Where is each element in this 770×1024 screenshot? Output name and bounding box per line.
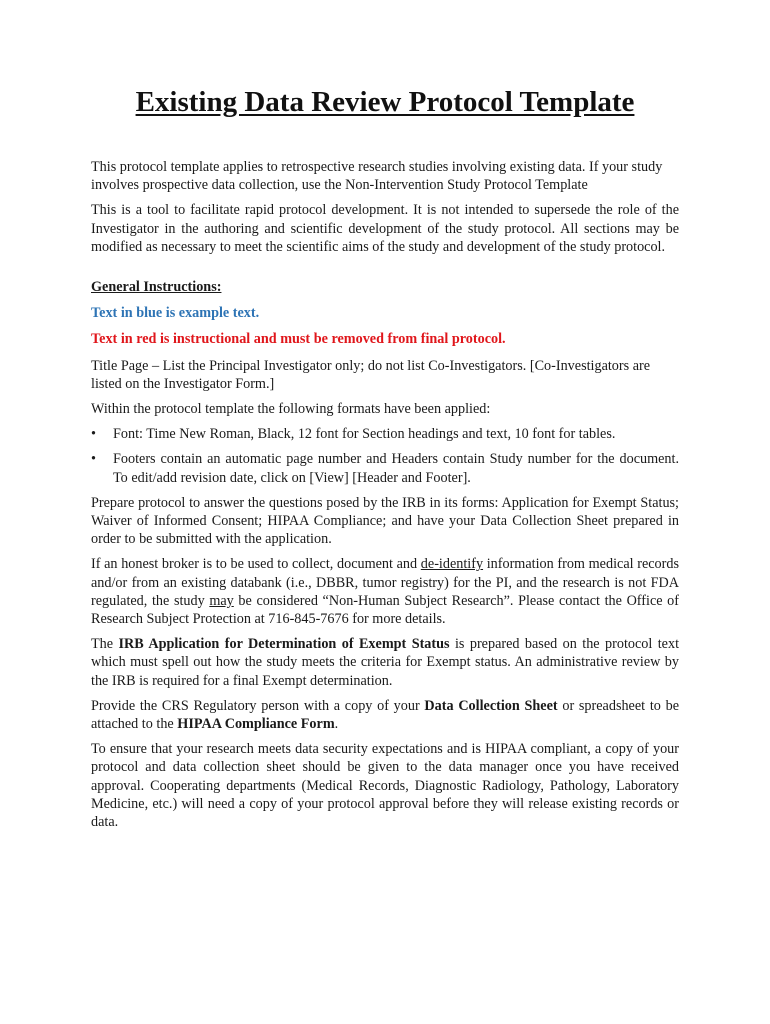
- crs-text-1: Provide the CRS Regulatory person with a copy of your: [91, 697, 425, 714]
- honest-broker-text-3: be considered “Non-Human Subject Research”. Please contact the Office of Research Subject Protection at 716-845-7676 for more details.: [91, 592, 679, 628]
- general-instructions-heading: General Instructions:: [91, 279, 222, 296]
- intro-paragraph-1: This protocol template applies to retrospective research studies involving existing data. If your study involves prospective data collection, use the Non-Intervention Study Protocol Template: [91, 159, 663, 194]
- title-page-instruction: Title Page – List the Principal Investigator only; do not list Co-Investigators. [Co-Investigators are listed on the Investigator Form.]: [91, 357, 651, 392]
- may-underlined: may: [209, 592, 234, 609]
- crs-text-2: or spreadsheet to be attached to the: [91, 697, 679, 733]
- irb-application-paragraph: [91, 635, 679, 690]
- irb-application-bold: IRB Application for Determination of Exempt Status: [118, 636, 450, 653]
- blue-example-note: Text in blue is example text.: [91, 305, 260, 322]
- irb-text-2: is prepared based on the protocol text which must spell out how the study meets the criteria for Exempt status. An administrative review by the IRB is required for a final Exempt determination.: [91, 636, 680, 689]
- deidentify-underlined: de-identify: [420, 556, 484, 573]
- list-item: [91, 450, 679, 486]
- formats-intro: Within the protocol template the following formats have been applied:: [91, 401, 491, 418]
- list-item: [91, 425, 679, 443]
- bullet-icon: •: [91, 451, 96, 468]
- crs-paragraph: [91, 697, 679, 733]
- bullet-icon: •: [91, 426, 96, 443]
- honest-broker-text-1: If an honest broker is to be used to collect, document and: [91, 556, 421, 573]
- honest-broker-paragraph: [91, 555, 679, 628]
- irb-text-1: The: [91, 636, 119, 653]
- list-item-text: Footers contain an automatic page number and Headers contain Study number for the document. To edit/add revision date, click on [View] [Header and Footer].: [113, 451, 679, 486]
- intro-paragraph-2: This is a tool to facilitate rapid protocol development. It is not intended to supersede the role of the Investigator in the authoring and scientific development of the study protocol. All sections may be modified as necessary to meet the scientific aims of the study and development of the study protocol.: [91, 202, 679, 255]
- honest-broker-text-2: information from medical records and/or from an existing databank (i.e., DBBR, tumor registry) for the PI, and the research is not FDA regulated, the study: [91, 556, 679, 609]
- document-page: [91, 82, 679, 838]
- formats-list: [91, 425, 679, 487]
- prepare-protocol-paragraph: Prepare protocol to answer the questions posed by the IRB in its forms: Application for Exempt Status; Waiver of Informed Consent; HIPAA Compliance; and have your Data Collection Sheet prepared in order to be submitted with the application.: [91, 494, 679, 548]
- document-title: Existing Data Review Protocol Template: [135, 86, 635, 118]
- crs-text-3: .: [334, 716, 339, 733]
- list-item-text: Font: Time New Roman, Black, 12 font for Section headings and text, 10 font for tables.: [113, 426, 616, 443]
- data-collection-sheet-bold: Data Collection Sheet: [424, 697, 558, 714]
- red-instruction-note: Text in red is instructional and must be removed from final protocol.: [91, 331, 506, 348]
- data-security-paragraph: To ensure that your research meets data security expectations and is HIPAA compliant, a copy of your protocol and data collection sheet should be given to the data manager once you have received approval. Cooperating departments (Medical Records, Diagnostic Radiology, Pathology, Laboratory Medicine, etc.) will need a copy of your protocol approval before they will release existing records or data.: [91, 741, 679, 831]
- hipaa-compliance-form-bold: HIPAA Compliance Form: [177, 716, 335, 733]
